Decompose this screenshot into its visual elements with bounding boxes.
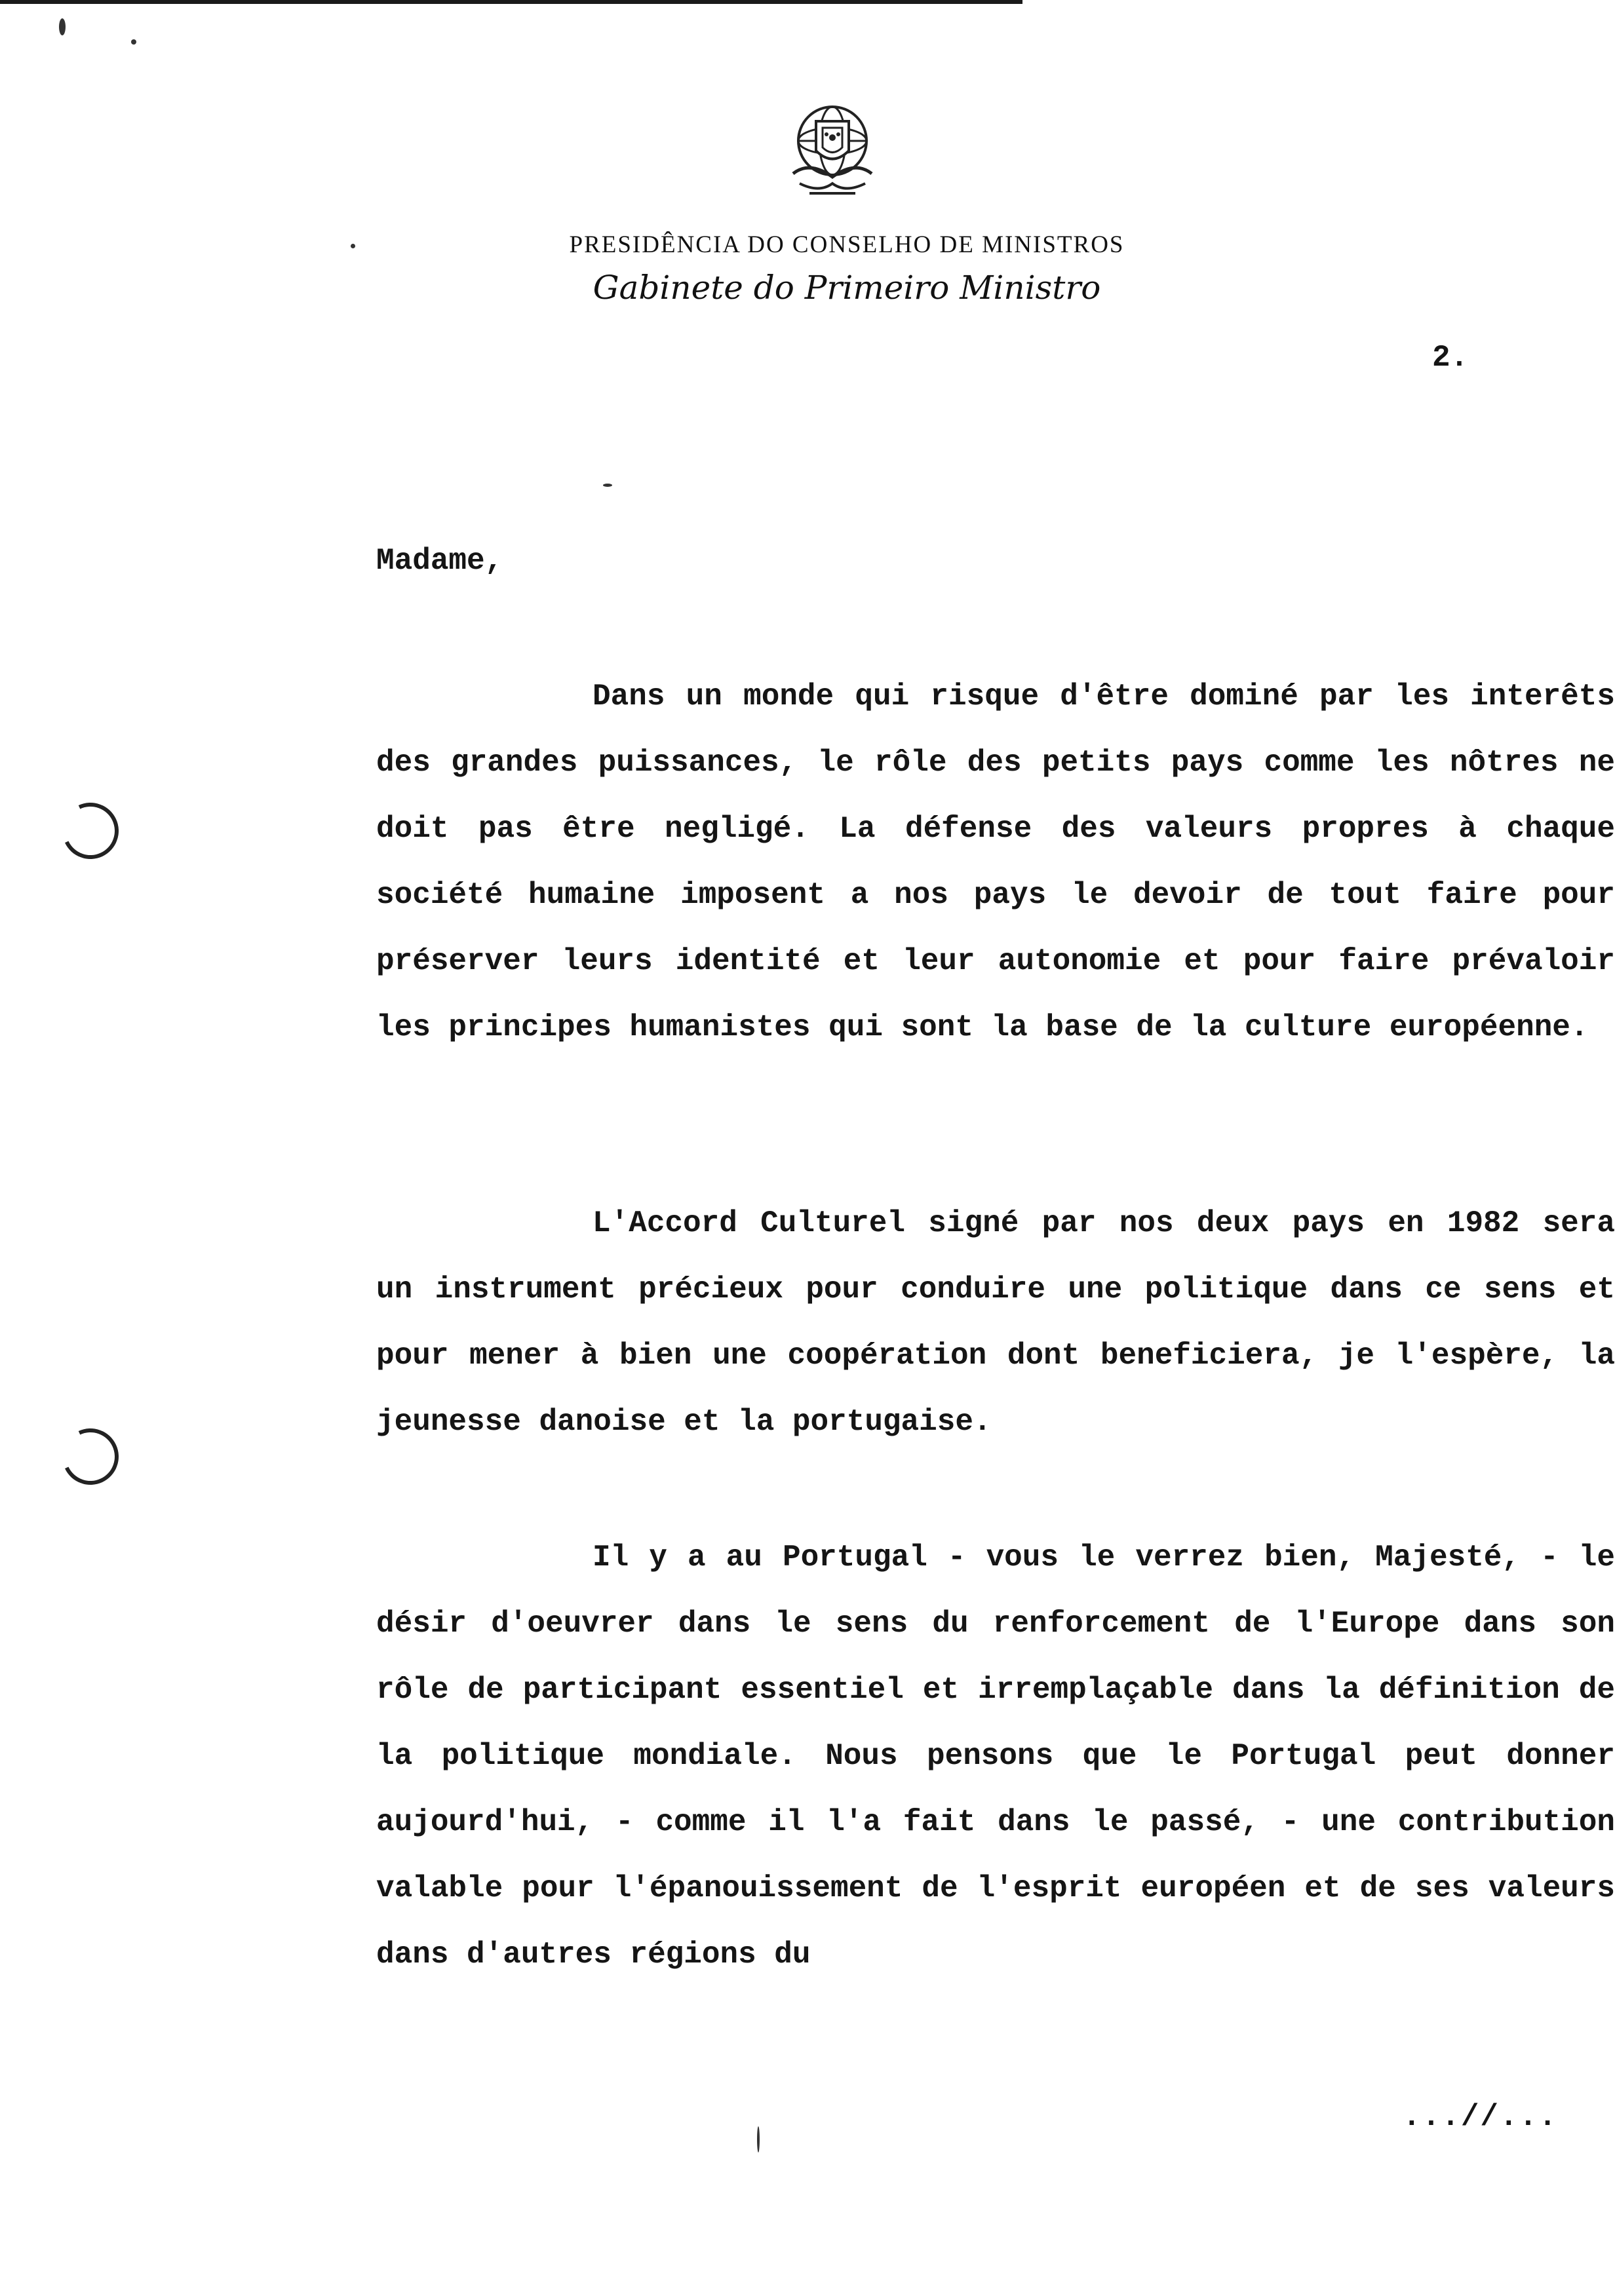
continuation-marker: ...//... bbox=[1403, 2100, 1558, 2134]
letter-salutation: Madame, bbox=[376, 544, 503, 578]
scan-speck bbox=[59, 18, 66, 35]
scan-speck bbox=[603, 484, 612, 487]
coat-of-arms-icon bbox=[783, 95, 882, 210]
institution-header: PRESIDÊNCIA DO CONSELHO DE MINISTROS bbox=[569, 231, 1125, 258]
letter-paragraph: L'Accord Culturel signé par nos deux pays en 1982 sera un instrument précieux pour conduire une politique dans ce sens et pour mener à bien une coopération dont beneficiera, je l'espère, la jeunesse danoise et la portugaise. bbox=[376, 1206, 1615, 1439]
letter-paragraph: Il y a au Portugal - vous le verrez bien, Majesté, - le désir d'oeuvrer dans le sens du renforcement de l'Europe dans son rôle de participant essentiel et irremplaçable dans la définition de la politique mondiale. Nous pensons que le Portugal peut donner aujourd'hui, - comme il l'a fait dans le passé, - une contribution valable pour l'épanouissement de l'esprit européen et de ses valeurs dans d'autres régions du bbox=[376, 1540, 1615, 1972]
scan-speck bbox=[757, 2126, 760, 2152]
scan-speck bbox=[351, 244, 355, 248]
letter-paragraph: Dans un monde qui risque d'être dominé par les interêts des grandes puissances, le rôle des petits pays comme les nôtres ne doit pas être negligé. La défense des valeurs propres à chaque société humaine imposent a nos pays le devoir de tout faire pour préserver leurs identité et leur autonomie et pour faire prévaloir les principes humanistes qui sont la base de la culture européenne. bbox=[376, 679, 1615, 1044]
page-number: 2. bbox=[1432, 341, 1469, 375]
top-edge-rule bbox=[0, 0, 1022, 4]
scan-speck bbox=[131, 39, 136, 45]
punch-hole bbox=[54, 1421, 126, 1493]
office-subheader: Gabinete do Primeiro Ministro bbox=[593, 269, 1101, 307]
punch-hole bbox=[54, 795, 126, 867]
